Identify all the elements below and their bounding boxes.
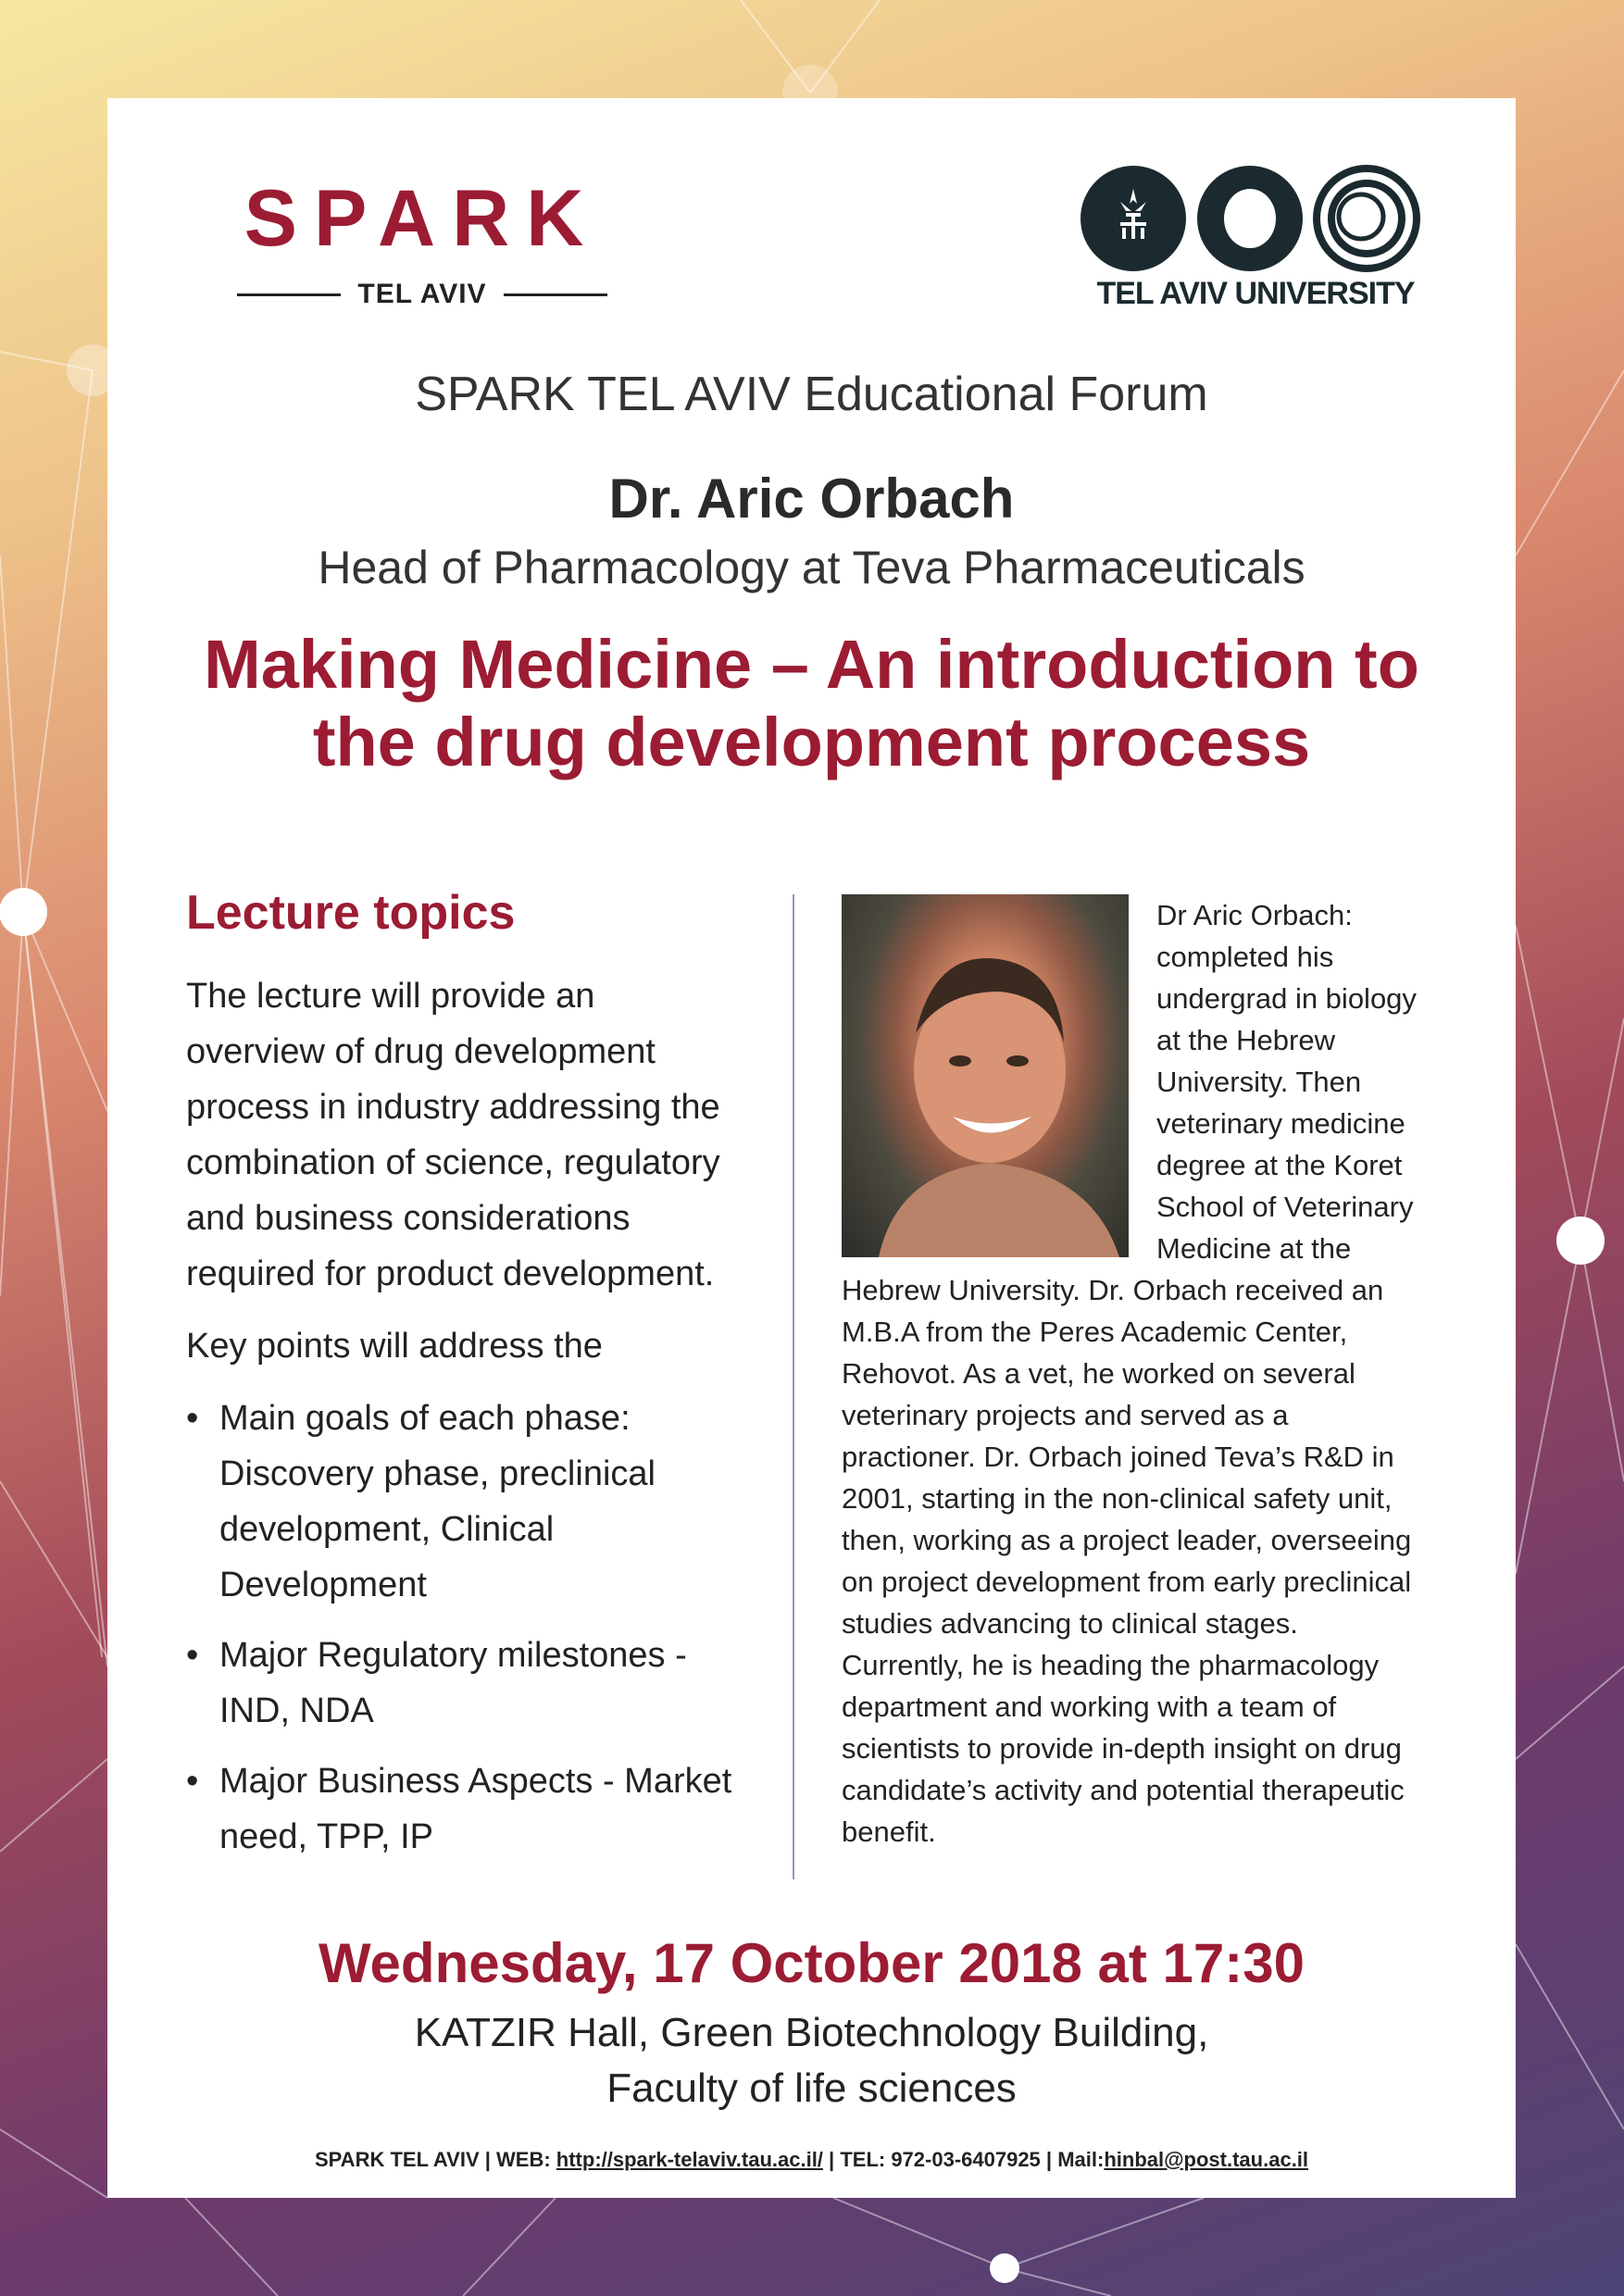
footer-separator: | <box>484 2148 497 2171</box>
website-link[interactable]: http://spark-telaviv.tau.ac.il/ <box>556 2148 823 2171</box>
footer-org: SPARK TEL AVIV <box>314 2148 480 2171</box>
spark-logo-subtitle <box>237 276 607 313</box>
contact-footer <box>107 2148 1516 2172</box>
event-date: Wednesday, 17 October 2018 at 17:30 <box>319 1932 1305 1994</box>
key-points-list <box>186 1391 742 1865</box>
lecture-title-line-1: Making Medicine – An introduction to <box>204 626 1419 703</box>
footer-mail-label: Mail: <box>1057 2148 1105 2171</box>
email-link[interactable]: hinbal@post.tau.ac.il <box>1104 2148 1309 2171</box>
footer-separator: | <box>829 2148 835 2171</box>
event-venue <box>107 2005 1516 2116</box>
footer-separator: | <box>1045 2148 1053 2171</box>
lecture-topics-heading: Lecture topics <box>186 886 516 940</box>
event-venue-line-1: KATZIR Hall, Green Biotechnology Building, <box>414 2010 1209 2055</box>
event-venue-line-2: Faculty of life sciences <box>606 2065 1017 2111</box>
tau-circles-icon <box>1080 163 1431 283</box>
speaker-bio-section <box>842 894 1425 1853</box>
speaker-role: Head of Pharmacology at Teva Pharmaceuticals <box>318 542 1305 593</box>
lecture-topics-section <box>186 885 742 1879</box>
spark-logo-rule-right <box>504 293 607 296</box>
list-item: • Main goals of each phase: Discovery phase, preclinical development, Clinical Development <box>186 1391 742 1613</box>
speaker-bio-text: Dr Aric Orbach: completed his undergrad in biology at the Hebrew University. Then veterinary medicine degree at the Koret School of Veterinary Medicine at the Hebrew University. Dr. Orbach received an M.B.A from the Peres Academic Center, Rehovot. As a vet, he worked on several veterinary projects and served as a practioner. Dr. Orbach joined Teva’s R&D in 2001, starting in the non-clinical safety unit, then, working as a project leader, overseeing on project development from early preclinical studies advancing to clinical stages. Currently, he is heading the pharmacology department and working with a team of scientists to provide in-depth insight on drug candidate’s activity and potential therapeutic benefit. <box>842 899 1417 1848</box>
speaker-portrait-image <box>842 894 1129 1257</box>
list-item: • Major Business Aspects - Market need, TPP, IP <box>186 1753 742 1865</box>
poster-card <box>107 98 1516 2198</box>
footer-tel: TEL: 972-03-6407925 <box>840 2148 1041 2171</box>
list-item: • Major Regulatory milestones - IND, NDA <box>186 1628 742 1739</box>
footer-web-label: WEB: <box>496 2148 556 2171</box>
spark-logo-wordmark: SPARK <box>244 174 601 263</box>
spark-logo-rule-left <box>237 293 341 296</box>
speaker-photo <box>842 894 1129 1257</box>
key-points-lead: Key points will address the <box>186 1327 603 1366</box>
lecture-title-line-2: the drug development process <box>312 704 1311 780</box>
spark-logo-subtitle-text: TEL AVIV <box>357 279 487 309</box>
forum-title: SPARK TEL AVIV Educational Forum <box>415 368 1208 421</box>
tau-logo-text: TEL AVIV UNIVERSITY <box>1096 276 1415 311</box>
spark-tel-aviv-logo <box>237 172 607 309</box>
speaker-name: Dr. Aric Orbach <box>608 468 1015 530</box>
lecture-title <box>163 626 1460 781</box>
lecture-intro: The lecture will provide an overview of drug development process in industry addressing the combination of science, regulatory and business considerations required for product development. <box>186 977 720 1293</box>
tel-aviv-university-logo <box>1080 163 1431 330</box>
column-divider <box>793 894 794 1879</box>
